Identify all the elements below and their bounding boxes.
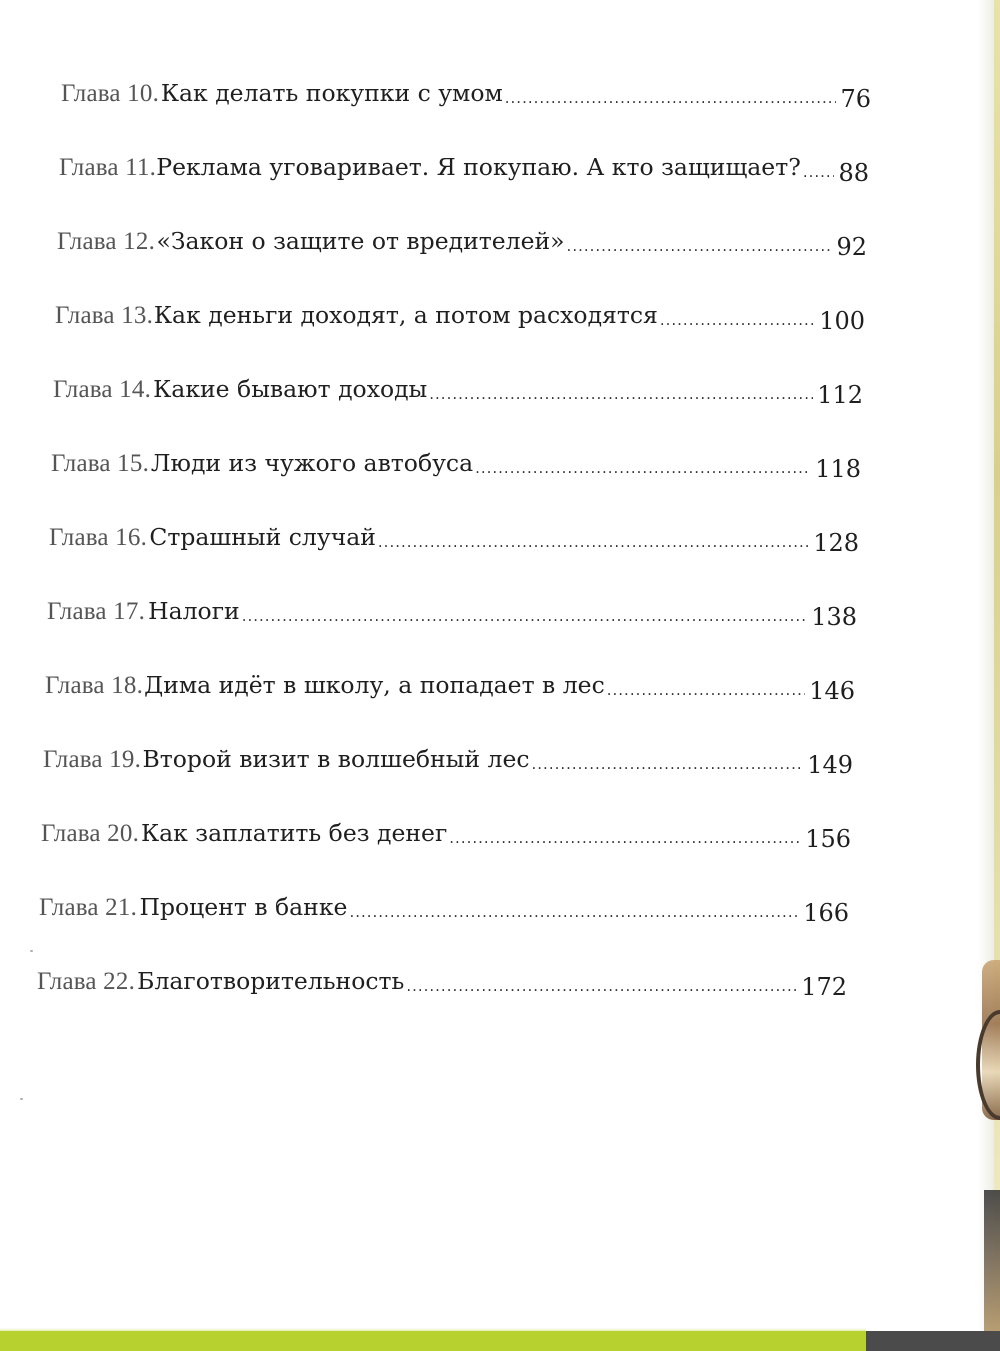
toc-entry-chapter-22	[37, 966, 847, 1001]
page-number: 138	[811, 603, 857, 631]
chapter-number: Глава 11.	[59, 154, 157, 181]
toc-entry-chapter-14	[53, 374, 863, 409]
toc-entry-chapter-16	[49, 522, 859, 557]
toc-entry-chapter-12	[57, 226, 867, 261]
chapter-title: Дима идёт в школу, а попадает в лес	[144, 671, 605, 699]
chapter-number: Глава 20.	[41, 820, 140, 847]
chapter-title: «Закон о защите от вредителей»	[156, 227, 565, 255]
chapter-title: Как делать покупки с умом	[160, 79, 503, 107]
chapter-number: Глава 18.	[45, 672, 144, 699]
chapter-number: Глава 19.	[43, 746, 142, 773]
toc-entry-chapter-17	[47, 596, 857, 631]
bottom-dark-corner	[866, 1331, 1000, 1351]
toc-entry-chapter-21	[39, 892, 849, 927]
chapter-number: Глава 12.	[57, 228, 156, 255]
dot-leader	[406, 968, 797, 998]
page-number: 76	[840, 85, 871, 113]
page-number: 146	[809, 677, 855, 705]
page-number: 88	[838, 159, 869, 187]
chapter-number: Глава 22.	[37, 968, 136, 995]
scan-speck	[20, 1098, 23, 1100]
toc-entry-chapter-10	[61, 78, 871, 113]
chapter-title: Как заплатить без денег	[140, 819, 448, 847]
chapter-number: Глава 13.	[55, 302, 154, 329]
chapter-number: Глава 10.	[61, 80, 160, 107]
toc-entry-chapter-19	[43, 744, 853, 779]
adjacent-page-color-edge	[994, 0, 1000, 1351]
dot-leader	[242, 598, 808, 628]
chapter-title: Реклама уговаривает. Я покупаю. А кто защищает?	[156, 153, 801, 181]
adjacent-illustration-bottom	[984, 1190, 1000, 1340]
chapter-title: Благотворительность	[137, 967, 405, 995]
chapter-title: Налоги	[148, 597, 240, 625]
page-number: 156	[805, 825, 851, 853]
chapter-title: Как деньги доходят, а потом расходятся	[153, 301, 658, 329]
dot-leader	[378, 524, 809, 554]
chapter-number: Глава 15.	[51, 450, 150, 477]
chapter-title: Люди из чужого автобуса	[150, 449, 474, 477]
toc-entry-chapter-11	[59, 152, 869, 187]
chapter-number: Глава 17.	[47, 598, 146, 625]
dot-leader	[532, 746, 804, 776]
dot-leader	[475, 450, 811, 480]
dot-leader	[607, 672, 805, 702]
page-number: 92	[836, 233, 867, 261]
page-number: 118	[815, 455, 861, 483]
dot-leader	[567, 228, 833, 258]
page-number: 100	[819, 307, 865, 335]
chapter-number: Глава 21.	[39, 894, 138, 921]
bottom-green-band	[0, 1331, 866, 1351]
toc-entry-chapter-15	[51, 448, 861, 483]
chapter-title: Процент в банке	[139, 893, 348, 921]
chapter-title: Страшный случай	[149, 523, 376, 551]
toc-entry-chapter-18	[45, 670, 855, 705]
dot-leader	[660, 302, 815, 332]
chapter-title: Какие бывают доходы	[153, 375, 428, 403]
page-number: 149	[807, 751, 853, 779]
dot-leader	[449, 820, 801, 850]
toc-entry-chapter-20	[41, 818, 851, 853]
page-number: 128	[813, 529, 859, 557]
dot-leader	[349, 894, 799, 924]
chapter-title: Второй визит в волшебный лес	[142, 745, 530, 773]
chapter-number: Глава 14.	[53, 376, 152, 403]
page-number: 166	[803, 899, 849, 927]
dot-leader	[505, 80, 837, 110]
toc-entry-chapter-13	[55, 300, 865, 335]
page-number: 112	[817, 381, 863, 409]
dot-leader	[429, 376, 813, 406]
scan-speck	[30, 950, 33, 952]
chapter-number: Глава 16.	[49, 524, 148, 551]
dot-leader	[803, 154, 835, 184]
page-number: 172	[801, 973, 847, 1001]
